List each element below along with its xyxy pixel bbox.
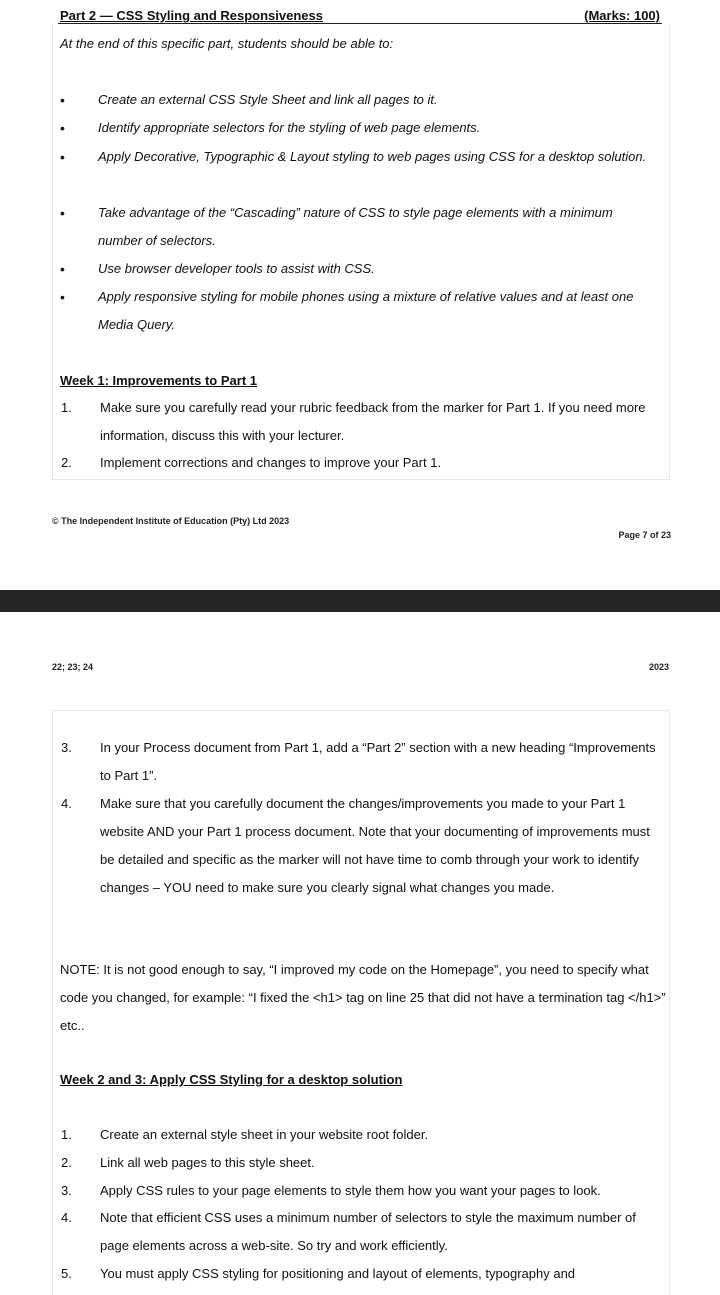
page-header-left: 22; 23; 24 xyxy=(52,662,94,672)
week23-heading: Week 2 and 3: Apply CSS Styling for a desktop solution xyxy=(60,1072,403,1087)
part-title: Part 2 — CSS Styling and Responsiveness xyxy=(60,8,323,23)
outcomes-intro: At the end of this specific part, students should be able to: xyxy=(60,36,394,51)
week1-heading: Week 1: Improvements to Part 1 xyxy=(60,373,257,388)
document-page-8: 22; 23; 24 2023 3. In your Process document from Part 1, add a “Part 2” section with a new heading “Improvements to Part 1”. 4. Make sure that you carefully document the changes/improvements you made to your Part 1 website AND your Part 1 process document. Note that your documenting of improvements must be detailed and specific as the marker will not have time to comb through your work to identify changes – YOU need to make sure you clearly signal what changes you made. NOTE: It is not good enough to say, “I improved my code on the Homepage”, you need to specify what code you changed, for example: “I fixed the <h1> tag on line 25 that did not have a termination tag </h1>” etc.. Week 2 and 3: Apply CSS Styling for a desktop solution 1. Create an external style sheet in your website root folder. 2. Link all web pages to this style sheet. 3. Apply CSS rules to your page elements to style them how you want your pages to look. 4. Note that efficient CSS uses a minimum number of selectors to style the maximum number of page elements across a web-site. So try and work efficiently. 5. You must apply CSS styling for positioning and layout of elements, typography and xyxy=(0,612,720,1295)
part-title-row xyxy=(58,6,662,24)
marks-label: (Marks: 100) xyxy=(584,8,660,23)
page-break-bar xyxy=(0,590,720,612)
bullet-icon: • xyxy=(60,289,65,305)
bullet-icon: • xyxy=(60,120,65,136)
note-paragraph: NOTE: It is not good enough to say, “I improved my code on the Homepage”, you need to specify what code you changed, for example: “I fixed the <h1> tag on line 25 that did not have a termination tag </h1>” etc.. xyxy=(60,962,666,1033)
page-header-year: 2023 xyxy=(648,662,669,672)
document-page-7: Part 2 — CSS Styling and Responsiveness (Marks: 100) At the end of this specific part, students should be able to: • Create an external CSS Style Sheet and link all pages to it. • Identify appropriate selectors for the styling of web page elements. • Apply Decorative, Typographic & Layout styling to web pages using CSS for a desktop solution. • Take advantage of the “Cascading” nature of CSS to style page elements with a minimum number of selectors. • Use browser developer tools to assist with CSS. • Apply responsive styling for mobile phones using a mixture of relative values and at least one Media Query. Week 1: Improvements to Part 1 1. Make sure you carefully read your rubric feedback from the marker for Part 1. If you need more information, discuss this with your lecturer. 2. Implement corrections and changes to improve your Part 1. © The Independent Institute of Education (Pty) Ltd 2023 Page 7 of 23 xyxy=(0,0,720,590)
bullet-icon: • xyxy=(60,149,65,165)
bullet-icon: • xyxy=(60,261,65,277)
bullet-icon: • xyxy=(60,205,65,221)
bullet-icon: • xyxy=(60,92,65,108)
copyright-footer: © The Independent Institute of Education (Pty) Ltd 2023 xyxy=(52,516,290,526)
page-number: Page 7 of 23 xyxy=(618,530,671,540)
